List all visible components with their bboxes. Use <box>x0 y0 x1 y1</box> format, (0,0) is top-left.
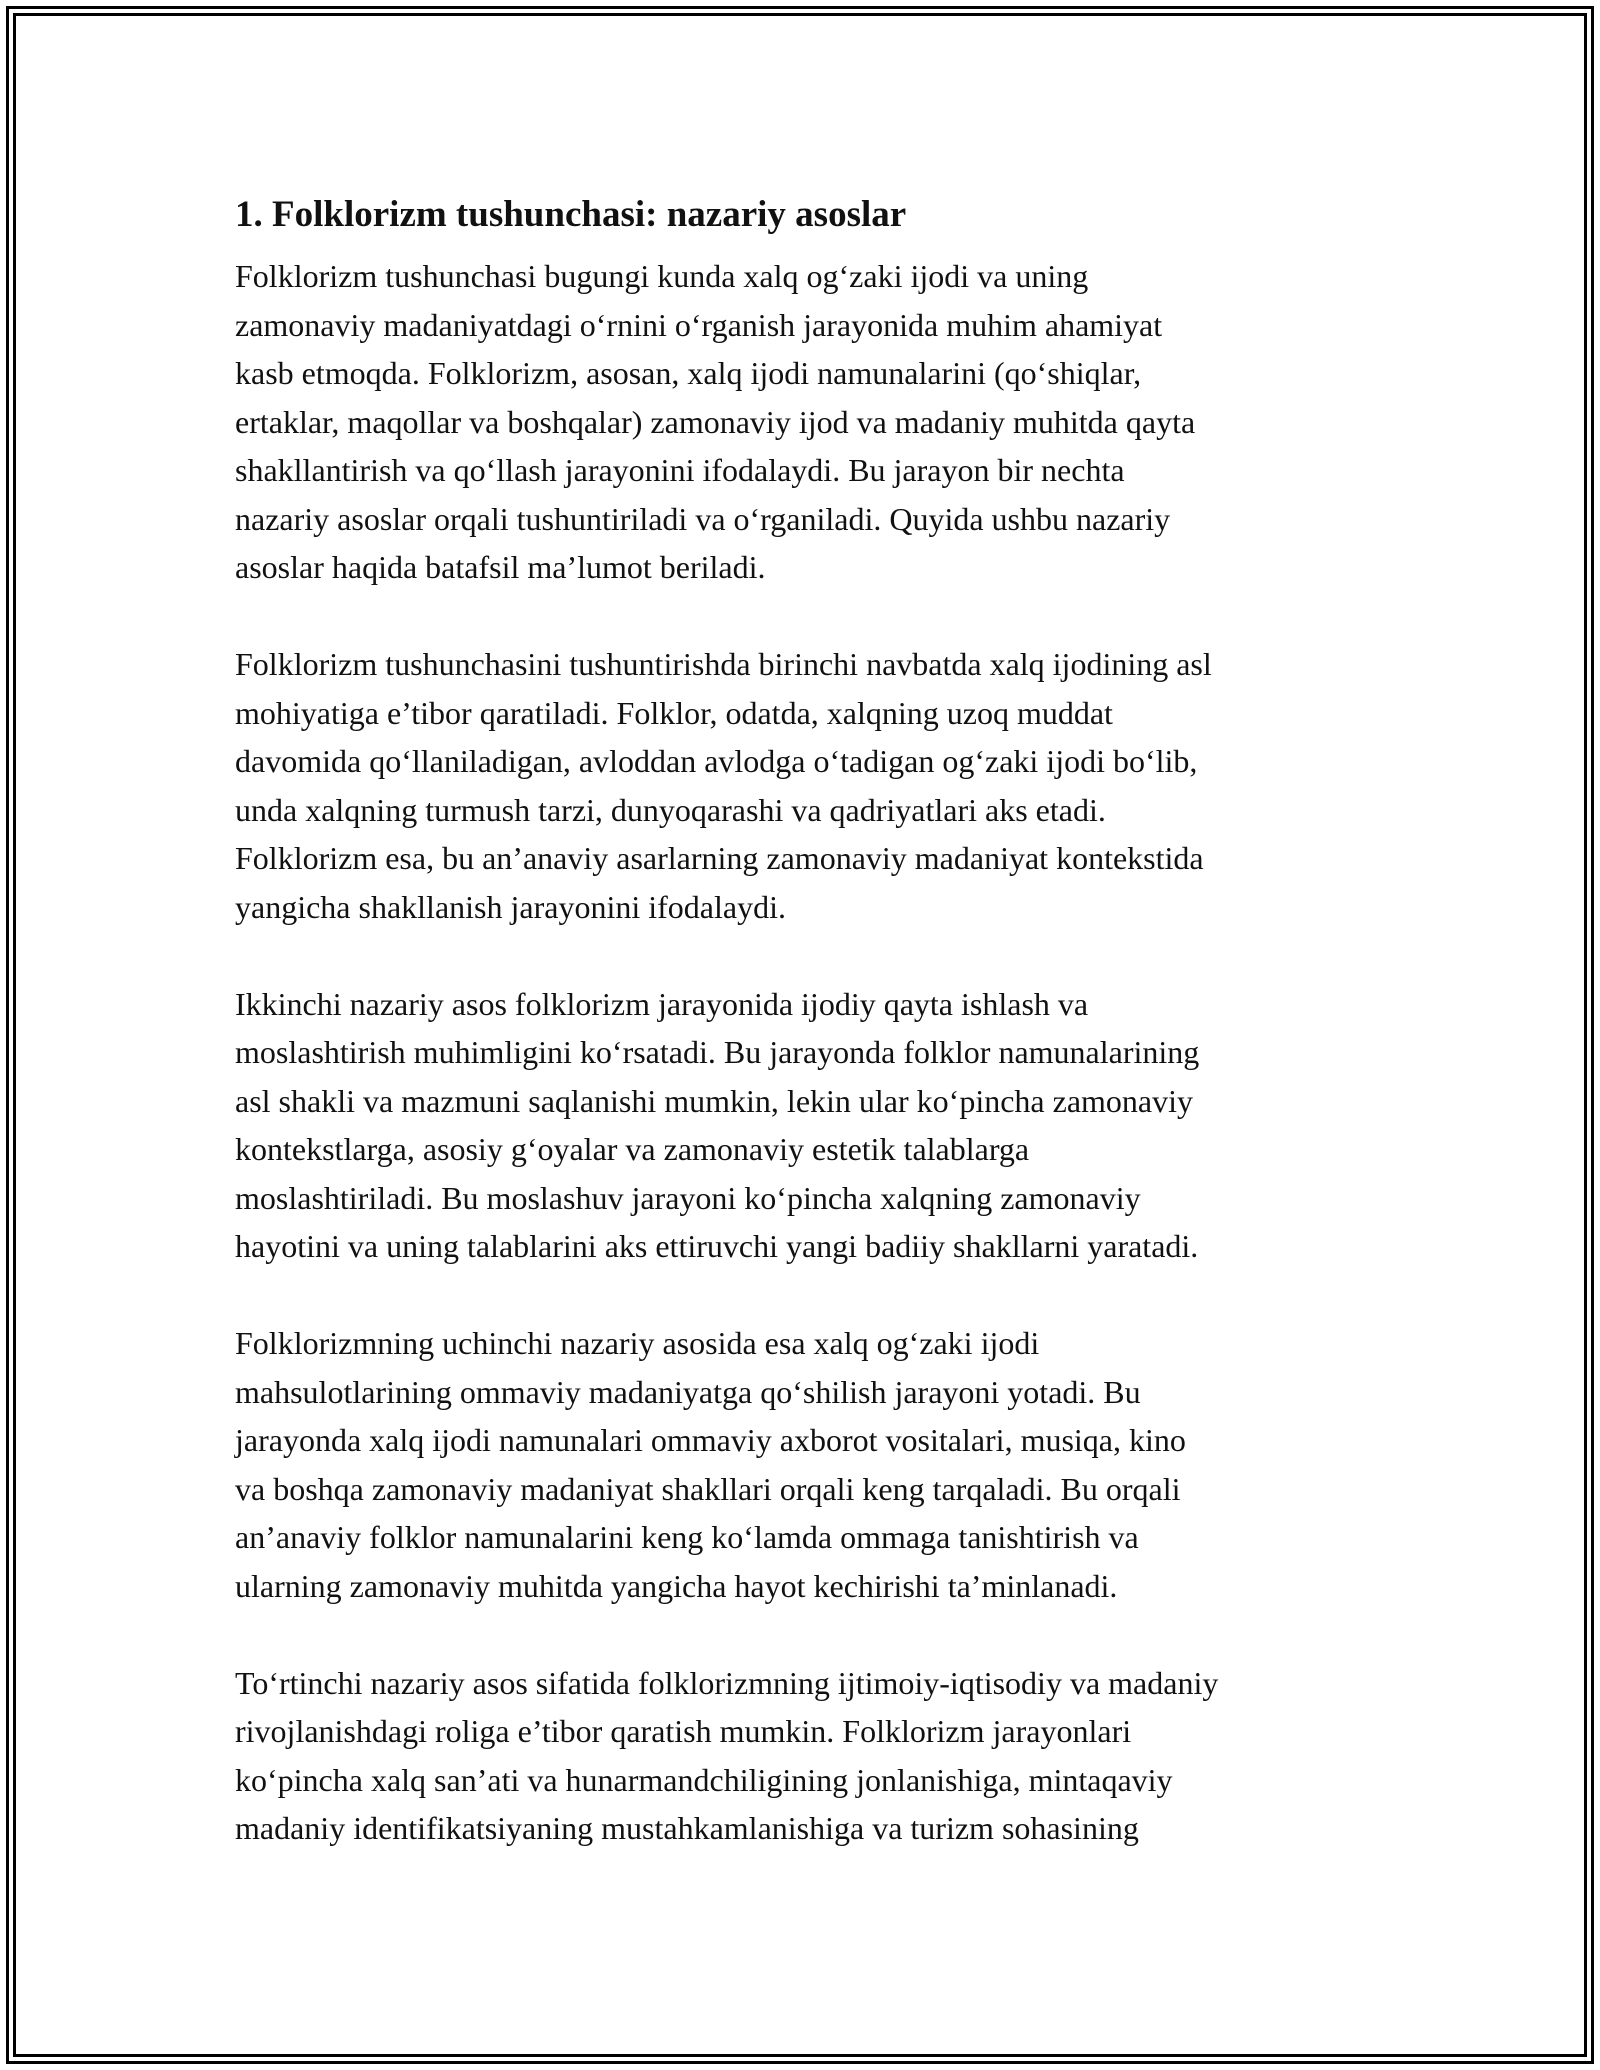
paragraph-line: davomida qo‘llaniladigan, avloddan avlodga o‘tadigan og‘zaki ijodi bo‘lib, <box>235 743 1198 779</box>
paragraph-line: Folklorizm tushunchasini tushuntirishda birinchi navbatda xalq ijodining asl <box>235 646 1212 682</box>
paragraph-line: Folklorizm esa, bu an’anaviy asarlarning zamonaviy madaniyat kontekstida <box>235 840 1204 876</box>
paragraph-line: Folklorizmning uchinchi nazariy asosida esa xalq og‘zaki ijodi <box>235 1325 1040 1361</box>
document-body <box>235 188 1385 1901</box>
paragraph <box>235 980 1385 1271</box>
paragraph-line: nazariy asoslar orqali tushuntiriladi va o‘rganiladi. Quyida ushbu nazariy <box>235 500 1171 537</box>
paragraph-line: jarayonda xalq ijodi namunalari ommaviy axborot vositalari, musiqa, kino <box>235 1422 1186 1458</box>
paragraph-line: moslashtirish muhimligini ko‘rsatadi. Bu jarayonda folklor namunalarining <box>235 1034 1200 1070</box>
paragraph <box>235 1659 1385 1853</box>
paragraphs-container <box>235 252 1385 1853</box>
paragraph-line: mohiyatiga e’tibor qaratiladi. Folklor, odatda, xalqning uzoq muddat <box>235 694 1113 731</box>
paragraph <box>235 1319 1385 1610</box>
paragraph-line: ko‘pincha xalq san’ati va hunarmandchiligining jonlanishiga, mintaqaviy <box>235 1761 1173 1798</box>
paragraph <box>235 640 1385 931</box>
paragraph-line: zamonaviy madaniyatdagi o‘rnini o‘rganish jarayonida muhim ahamiyat <box>235 306 1163 343</box>
paragraph-line: Ikkinchi nazariy asos folklorizm jarayonida ijodiy qayta ishlash va <box>235 985 1089 1022</box>
paragraph-line: asl shakli va mazmuni saqlanishi mumkin, lekin ular ko‘pincha zamonaviy <box>235 1082 1193 1119</box>
paragraph-line: kontekstlarga, asosiy g‘oyalar va zamonaviy estetik talablarga <box>235 1131 1030 1167</box>
paragraph-line: shakllantirish va qo‘llash jarayonini ifodalaydi. Bu jarayon bir nechta <box>235 452 1125 488</box>
paragraph-line: madaniy identifikatsiyaning mustahkamlanishiga va turizm sohasining <box>235 1810 1139 1846</box>
paragraph-line: moslashtiriladi. Bu moslashuv jarayoni ko‘pincha xalqning zamonaviy <box>235 1179 1141 1216</box>
paragraph-line: mahsulotlarining ommaviy madaniyatga qo‘shilish jarayoni yotadi. Bu <box>235 1373 1141 1410</box>
paragraph-line: Folklorizm tushunchasi bugungi kunda xalq og‘zaki ijodi va uning <box>235 258 1089 294</box>
paragraph-line: To‘rtinchi nazariy asos sifatida folklorizmning ijtimoiy-iqtisodiy va madaniy <box>235 1664 1219 1701</box>
paragraph-line: kasb etmoqda. Folklorizm, asosan, xalq ijodi namunalarini (qo‘shiqlar, <box>235 355 1142 391</box>
paragraph-line: ularning zamonaviy muhitda yangicha hayot kechirishi ta’minlanadi. <box>235 1567 1118 1604</box>
paragraph-line: ertaklar, maqollar va boshqalar) zamonaviy ijod va madaniy muhitda qayta <box>235 403 1196 440</box>
paragraph-line: hayotini va uning talablarini aks ettiruvchi yangi badiiy shakllarni yaratadi. <box>235 1228 1199 1264</box>
paragraph-line: rivojlanishdagi roliga e’tibor qaratish mumkin. Folklorizm jarayonlari <box>235 1713 1132 1749</box>
paragraph-line: asoslar haqida batafsil ma’lumot beriladi. <box>235 549 766 585</box>
paragraph-line: an’anaviy folklor namunalarini keng ko‘lamda ommaga tanishtirish va <box>235 1519 1139 1555</box>
section-heading: 1. Folklorizm tushunchasi: nazariy asoslar <box>235 194 907 235</box>
paragraph-line: va boshqa zamonaviy madaniyat shakllari orqali keng tarqaladi. Bu orqali <box>235 1470 1181 1507</box>
paragraph-line: yangicha shakllanish jarayonini ifodalaydi. <box>235 888 786 925</box>
paragraph-line: unda xalqning turmush tarzi, dunyoqarashi va qadriyatlari aks etadi. <box>235 791 1106 828</box>
paragraph <box>235 252 1385 592</box>
